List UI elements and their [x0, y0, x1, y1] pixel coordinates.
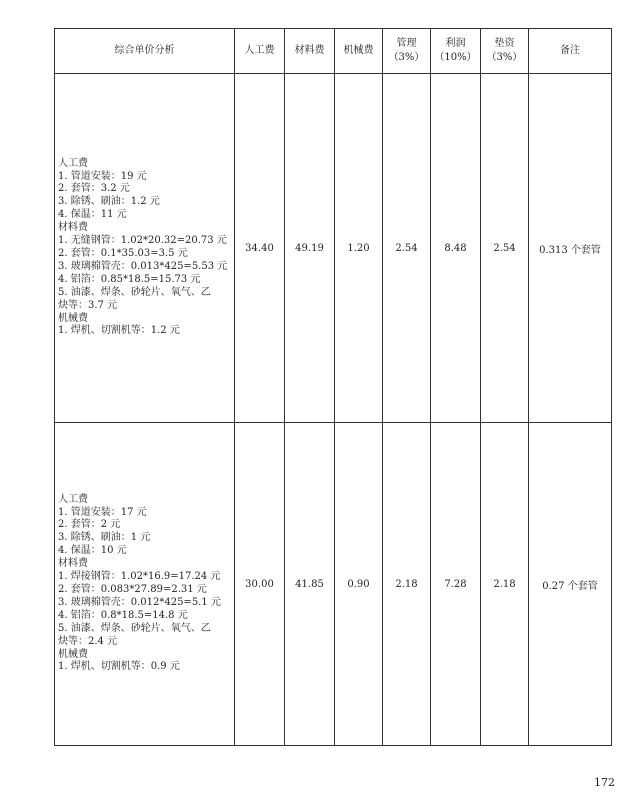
analysis-line: 人工费 [58, 493, 88, 505]
header-row [55, 29, 612, 74]
analysis-line: 材料费 [58, 558, 88, 570]
analysis-line: 3. 除锈、刷油：1 元 [58, 532, 151, 544]
analysis-line: 2. 套管：2 元 [58, 519, 121, 531]
header-remarks: 备注 [529, 29, 612, 74]
unit-price-analysis-table [54, 28, 612, 746]
header-material: 材料费 [285, 29, 335, 74]
analysis-line: 人工费 [58, 157, 88, 169]
labor-cell: 30.00 [235, 423, 285, 746]
analysis-cell [55, 423, 235, 746]
analysis-line: 1. 管道安装：17 元 [58, 506, 147, 518]
analysis-line: 4. 保温：10 元 [58, 545, 127, 557]
page-number: 172 [594, 776, 615, 789]
analysis-line: 4. 保温：11 元 [58, 209, 127, 221]
profit-cell: 7.28 [431, 423, 481, 746]
management-cell: 2.18 [383, 423, 431, 746]
analysis-line: 材料费 [58, 222, 88, 234]
header-advance [481, 29, 529, 74]
header-profit-rate: （10%） [434, 52, 477, 63]
analysis-line: 5. 油漆、焊条、砂轮片、氧气、乙 [58, 286, 211, 298]
profit-cell: 8.48 [431, 74, 481, 423]
analysis-cell [55, 74, 235, 423]
table-row [55, 423, 612, 746]
analysis-line: 炔等：3.7 元 [58, 299, 118, 311]
analysis-line: 3. 玻璃棉管壳：0.013*425=5.53 元 [58, 260, 228, 272]
remarks-cell: 0.313 个套管 [529, 74, 612, 423]
analysis-line: 4. 铝箔：0.8*18.5=14.8 元 [58, 609, 188, 621]
header-advance-name: 垫资 [494, 38, 515, 49]
header-management-name: 管理 [396, 38, 417, 49]
machine-cell: 1.20 [335, 74, 383, 423]
header-machine: 机械费 [335, 29, 383, 74]
header-profit [431, 29, 481, 74]
analysis-line: 机械费 [58, 312, 88, 324]
labor-cell: 34.40 [235, 74, 285, 423]
header-labor: 人工费 [235, 29, 285, 74]
material-cell: 49.19 [285, 74, 335, 423]
machine-cell: 0.90 [335, 423, 383, 746]
analysis-line: 3. 除锈、刷油：1.2 元 [58, 196, 160, 208]
analysis-line: 2. 套管：3.2 元 [58, 183, 130, 195]
header-profit-name: 利润 [445, 38, 466, 49]
analysis-line: 1. 无缝钢管：1.02*20.32=20.73 元 [58, 235, 227, 247]
analysis-line: 1. 焊机、切割机等：1.2 元 [58, 325, 180, 337]
advance-cell: 2.54 [481, 74, 529, 423]
analysis-line: 2. 套管：0.083*27.89=2.31 元 [58, 584, 207, 595]
header-management [383, 29, 431, 74]
analysis-line: 2. 套管：0.1*35.03=3.5 元 [58, 248, 188, 259]
analysis-line: 炔等：2.4 元 [58, 635, 118, 647]
analysis-line: 4. 铝箔：0.85*18.5=15.73 元 [58, 273, 201, 285]
analysis-line: 1. 焊机、切割机等：0.9 元 [58, 661, 180, 673]
advance-cell: 2.18 [481, 423, 529, 746]
analysis-line: 1. 焊接钢管：1.02*16.9=17.24 元 [58, 571, 221, 583]
header-analysis: 综合单价分析 [55, 29, 235, 74]
material-cell: 41.85 [285, 423, 335, 746]
remarks-cell: 0.27 个套管 [529, 423, 612, 746]
management-cell: 2.54 [383, 74, 431, 423]
analysis-line: 5. 油漆、焊条、砂轮片、氧气、乙 [58, 622, 211, 634]
analysis-line: 3. 玻璃棉管壳：0.012*425=5.1 元 [58, 596, 221, 608]
analysis-line: 1. 管道安装：19 元 [58, 170, 147, 182]
analysis-line: 机械费 [58, 648, 88, 660]
table-row [55, 74, 612, 423]
header-advance-rate: （3%） [486, 52, 523, 63]
header-management-rate: （3%） [388, 52, 425, 63]
